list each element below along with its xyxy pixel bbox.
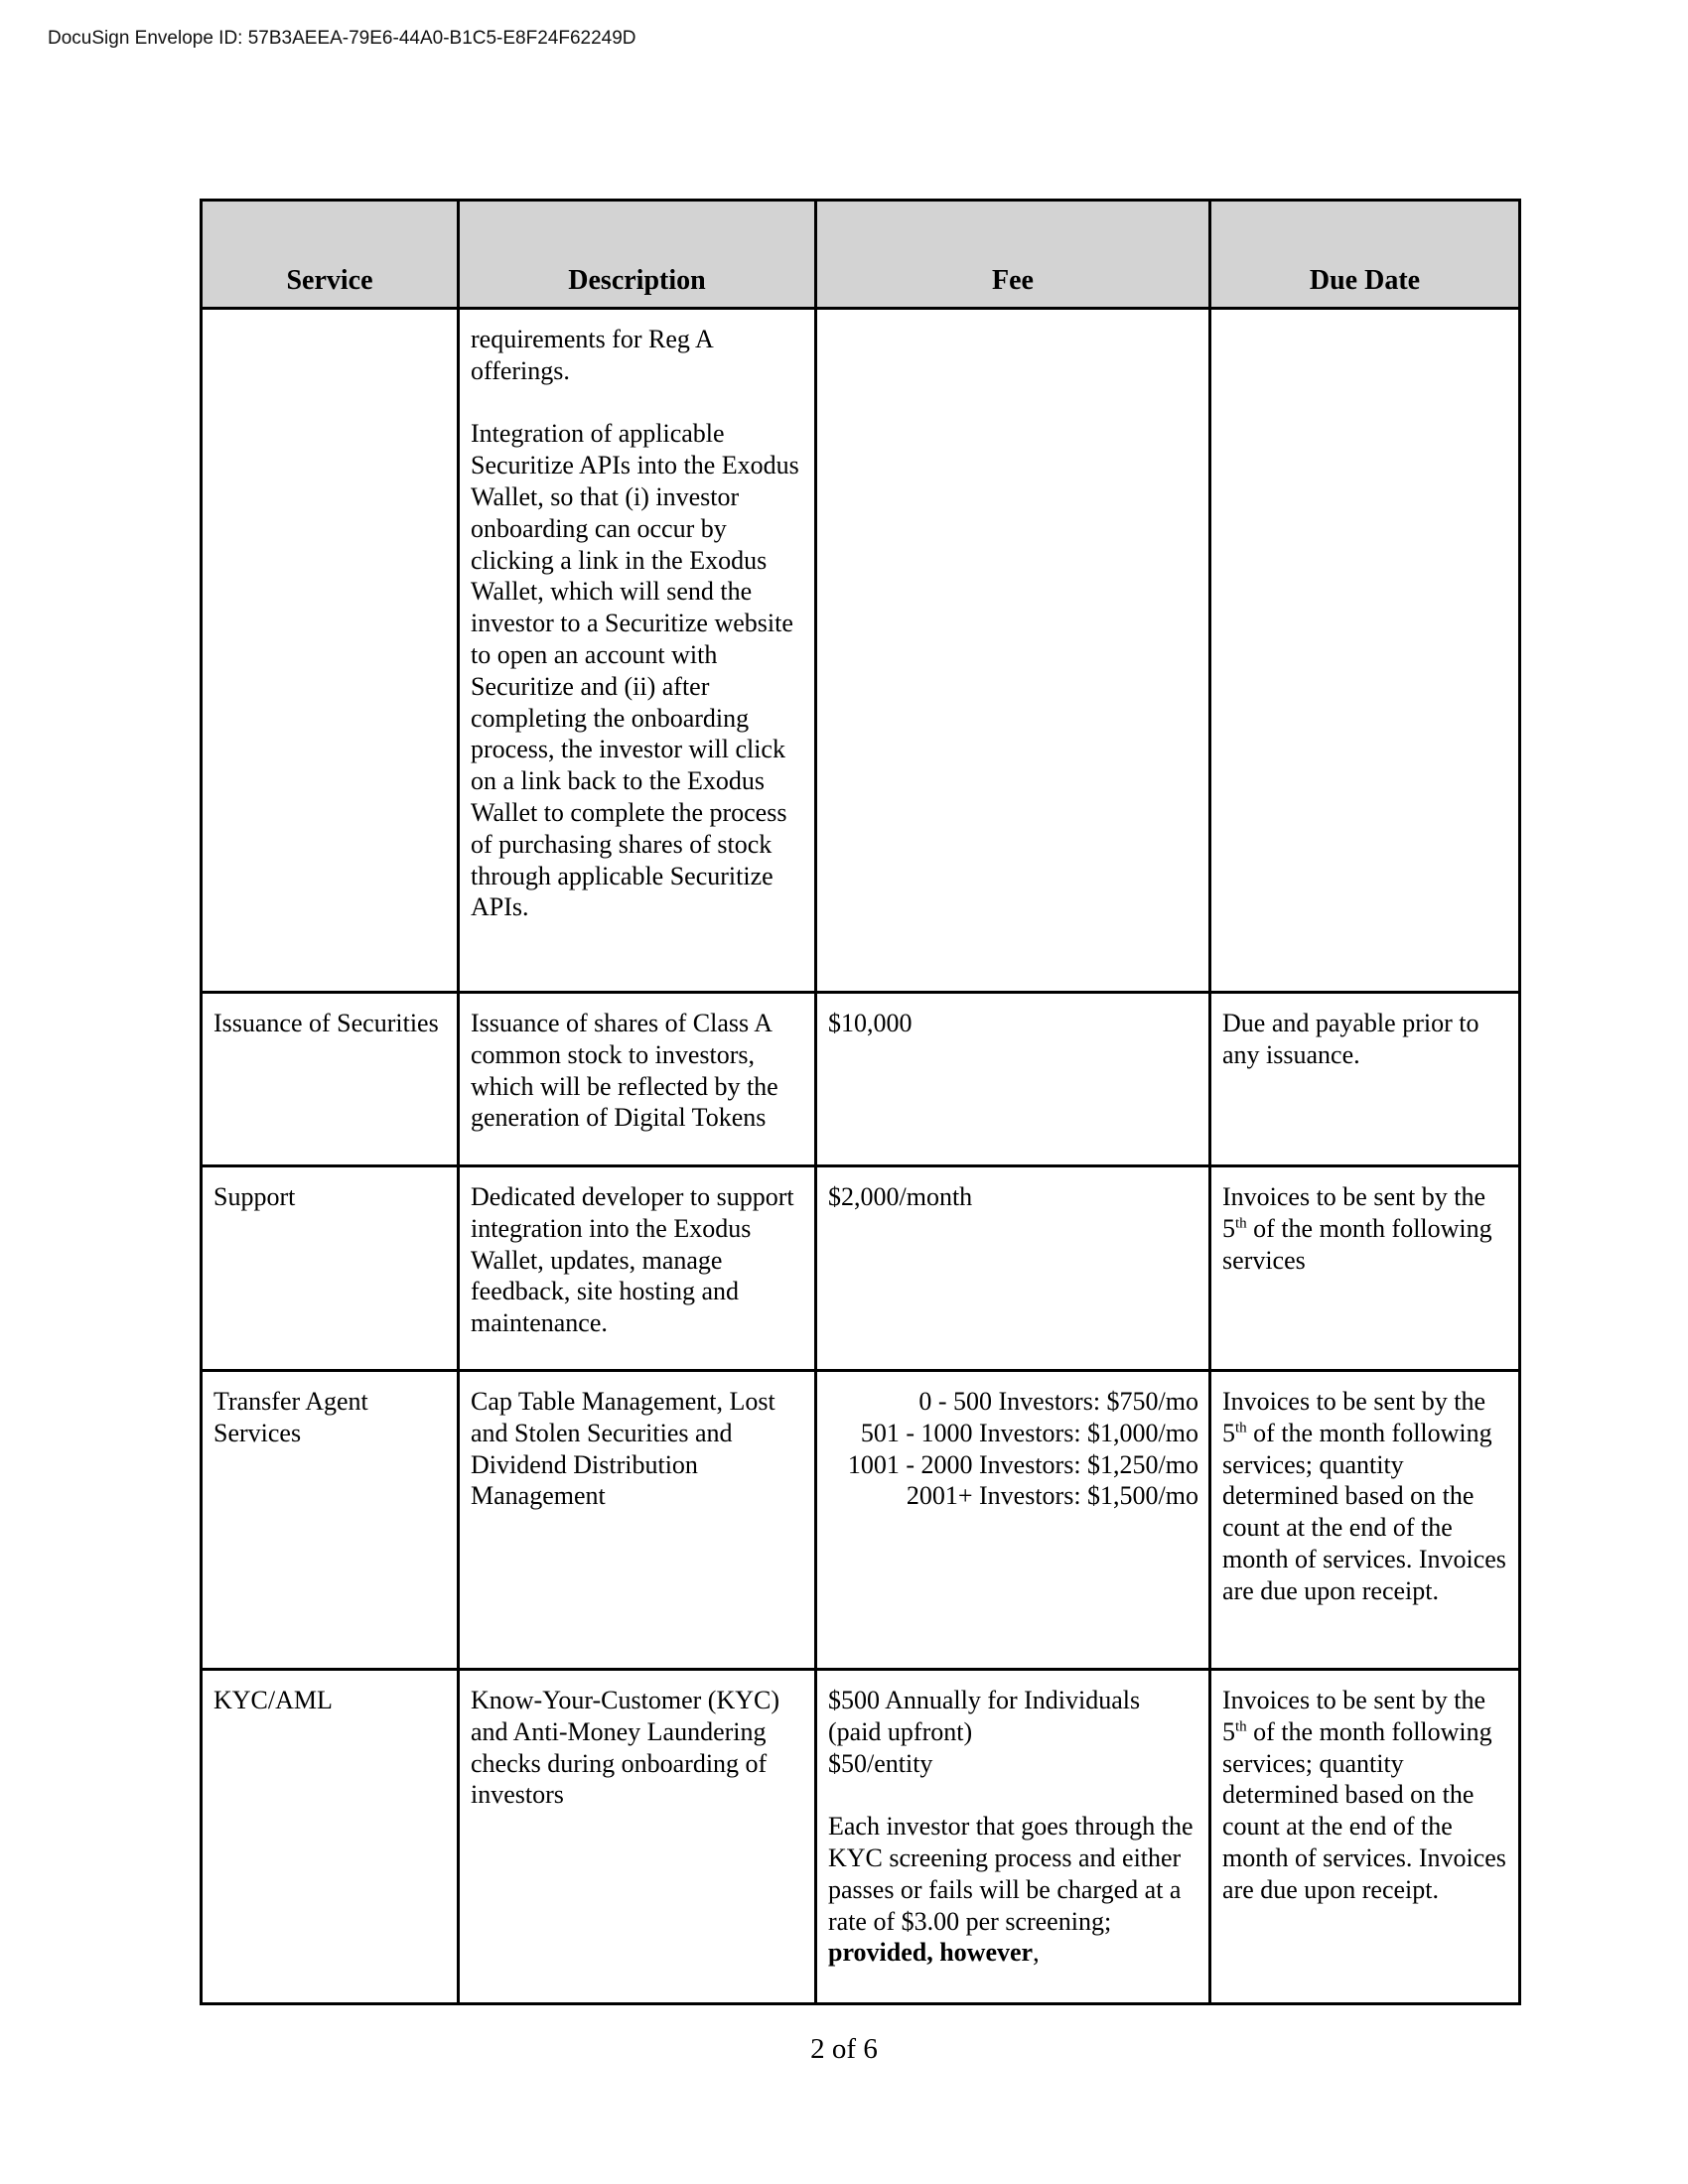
cell-fee: $10,000 [816,993,1210,1166]
due-day-suffix: th [1235,1420,1247,1436]
cell-description: Know-Your-Customer (KYC) and Anti-Money Laundering checks during onboarding of investors [459,1670,816,2004]
due-text-rest: of the month following services; quantity determined based on the count at the end of the month of services. Invoices are due upon receipt. [1222,1418,1506,1605]
due-text: Invoices to be sent by the [1222,1686,1485,1714]
fee-paragraph [828,1685,1198,1779]
description-paragraph: requirements for Reg A offerings. [471,325,713,385]
description-paragraph: Integration of applicable Securitize APIs into the Exodus Wallet, so that (i) investor onboarding can occur by clicking a link in the Exodus Wallet, which will send the investor to a Securitize website to open an account with Securitize and (ii) after completing the onboarding process, the investor will click on a link back to the Exodus Wallet to complete the process of purchasing shares of stock through applicable Securitize APIs. [471,419,799,922]
due-text-rest: of the month following services [1222,1213,1492,1275]
due-day: 5 [1222,1418,1235,1447]
cell-service: Issuance of Securities [202,993,459,1166]
cell-description: Dedicated developer to support integration into the Exodus Wallet, updates, manage feedback, site hosting and maintenance. [459,1166,816,1371]
cell-due-date: Due and payable prior to any issuance. [1210,993,1520,1166]
table-row-continuation [202,309,1520,993]
fee-text-tail: , [1033,1938,1040,1968]
due-text-rest: of the month following services; quantity determined based on the count at the end of the month of services. Invoices are due upon receipt. [1222,1716,1506,1904]
header-description: Description [459,201,816,309]
cell-fee: $2,000/month [816,1166,1210,1371]
fee-tier: 501 - 1000 Investors: $1,000/mo [860,1418,1198,1447]
fee-tier: 0 - 500 Investors: $750/mo [918,1387,1198,1416]
due-day: 5 [1222,1716,1235,1746]
cell-due-date [1210,1166,1520,1371]
header-fee: Fee [816,201,1210,309]
cell-fee [816,1371,1210,1670]
docusign-envelope-id: DocuSign Envelope ID: 57B3AEEA-79E6-44A0-B1C5-E8F24F62249D [48,28,636,49]
table-row-support [202,1166,1520,1371]
cell-fee [816,309,1210,993]
cell-description: Issuance of shares of Class A common stock to investors, which will be reflected by the generation of Digital Tokens [459,993,816,1166]
cell-service: Transfer Agent Services [202,1371,459,1670]
cell-service: Support [202,1166,459,1371]
cell-description: Cap Table Management, Lost and Stolen Securities and Dividend Distribution Management [459,1371,816,1670]
services-fee-table [200,199,1521,2005]
header-due-date: Due Date [1210,201,1520,309]
due-text: Invoices to be sent by the [1222,1182,1485,1211]
cell-service [202,309,459,993]
table-row-kyc-aml [202,1670,1520,2004]
fee-text-bold: provided, however [828,1938,1034,1968]
cell-due-date [1210,309,1520,993]
fee-line: $50/entity [828,1748,933,1778]
cell-due-date [1210,1371,1520,1670]
fee-paragraph [828,1811,1198,1969]
fee-tier: 1001 - 2000 Investors: $1,250/mo [847,1449,1198,1479]
header-service: Service [202,201,459,309]
table-row-issuance [202,993,1520,1166]
table-header-row [202,201,1520,309]
table-row-transfer-agent [202,1371,1520,1670]
due-text: Invoices to be sent by the [1222,1387,1485,1416]
due-day-suffix: th [1235,1718,1247,1735]
fee-tier: 2001+ Investors: $1,500/mo [906,1481,1198,1511]
page-number: 2 of 6 [810,2033,878,2065]
cell-due-date [1210,1670,1520,2004]
cell-description [459,309,816,993]
due-day: 5 [1222,1213,1235,1243]
fee-text: Each investor that goes through the KYC screening process and either passes or fails will be charged at a rate of $3.00 per screening; [828,1812,1194,1936]
due-day-suffix: th [1235,1215,1247,1232]
cell-service: KYC/AML [202,1670,459,2004]
cell-fee [816,1670,1210,2004]
fee-line: $500 Annually for Individuals (paid upfront) [828,1686,1141,1746]
